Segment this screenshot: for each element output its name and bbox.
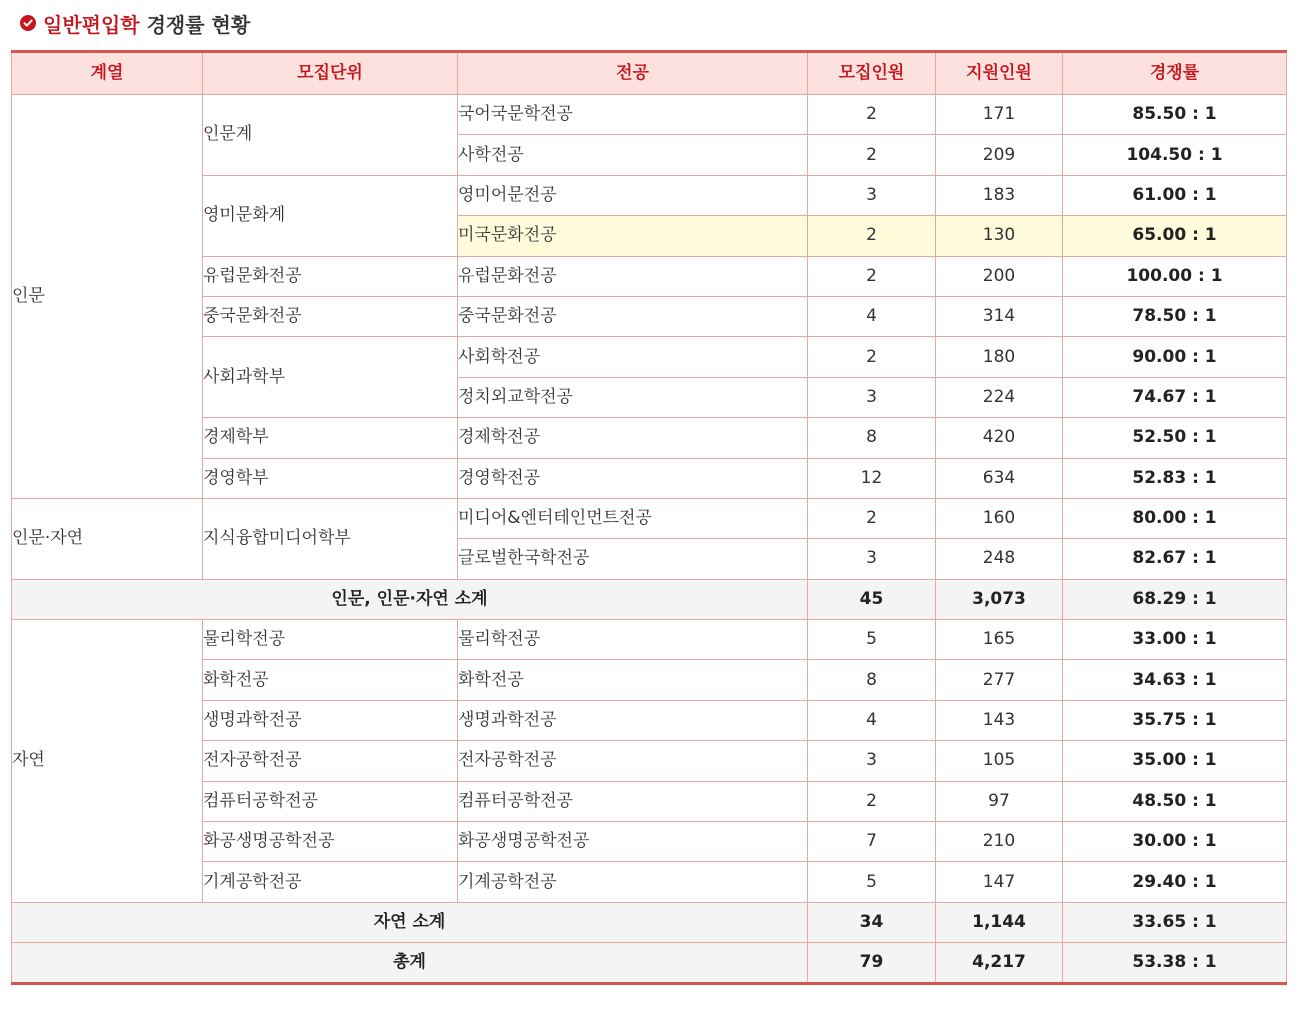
applicants-cell: 277 xyxy=(936,660,1063,700)
quota-cell: 3 xyxy=(808,741,936,781)
competition-rate-table xyxy=(11,50,1287,985)
quota-cell: 2 xyxy=(808,256,936,296)
ratio-cell: 29.40 : 1 xyxy=(1063,862,1287,902)
table-row xyxy=(12,296,1287,336)
subtotal-ratio: 33.65 : 1 xyxy=(1063,902,1287,942)
applicants-cell: 165 xyxy=(936,620,1063,660)
unit-cell: 경영학부 xyxy=(203,458,458,498)
subtotal-row xyxy=(12,579,1287,619)
ratio-cell: 100.00 : 1 xyxy=(1063,256,1287,296)
quota-cell: 3 xyxy=(808,175,936,215)
major-cell: 유럽문화전공 xyxy=(458,256,808,296)
unit-cell: 화공생명공학전공 xyxy=(203,822,458,862)
col-header-unit: 모집단위 xyxy=(203,52,458,95)
subtotal-row xyxy=(12,902,1287,942)
unit-cell: 중국문화전공 xyxy=(203,296,458,336)
col-header-ratio: 경쟁률 xyxy=(1063,52,1287,95)
subtotal-applicants: 1,144 xyxy=(936,902,1063,942)
subtotal-label: 자연 소계 xyxy=(12,902,808,942)
ratio-cell: 35.75 : 1 xyxy=(1063,700,1287,740)
applicants-cell: 634 xyxy=(936,458,1063,498)
unit-cell: 사회과학부 xyxy=(203,337,458,418)
quota-cell: 12 xyxy=(808,458,936,498)
major-cell: 중국문화전공 xyxy=(458,296,808,336)
quota-cell: 5 xyxy=(808,862,936,902)
subtotal-label: 인문, 인문·자연 소계 xyxy=(12,579,808,619)
applicants-cell: 180 xyxy=(936,337,1063,377)
ratio-cell: 61.00 : 1 xyxy=(1063,175,1287,215)
quota-cell: 5 xyxy=(808,620,936,660)
applicants-cell: 105 xyxy=(936,741,1063,781)
quota-cell: 4 xyxy=(808,700,936,740)
major-cell: 글로벌한국학전공 xyxy=(458,539,808,579)
major-cell: 영미어문전공 xyxy=(458,175,808,215)
quota-cell: 4 xyxy=(808,296,936,336)
group-cell: 인문 xyxy=(12,95,203,499)
subtotal-quota: 34 xyxy=(808,902,936,942)
major-cell: 생명과학전공 xyxy=(458,700,808,740)
group-cell: 자연 xyxy=(12,620,203,903)
quota-cell: 7 xyxy=(808,822,936,862)
quota-cell: 2 xyxy=(808,95,936,135)
ratio-cell: 48.50 : 1 xyxy=(1063,781,1287,821)
unit-cell: 화학전공 xyxy=(203,660,458,700)
major-cell: 물리학전공 xyxy=(458,620,808,660)
unit-cell: 경제학부 xyxy=(203,418,458,458)
table-row xyxy=(12,337,1287,377)
major-cell: 미디어&엔터테인먼트전공 xyxy=(458,498,808,538)
major-cell: 국어국문학전공 xyxy=(458,95,808,135)
title-highlight: 일반편입학 xyxy=(43,12,140,37)
table-row xyxy=(12,256,1287,296)
ratio-cell: 34.63 : 1 xyxy=(1063,660,1287,700)
unit-cell: 인문계 xyxy=(203,95,458,176)
major-cell: 경제학전공 xyxy=(458,418,808,458)
unit-cell: 유럽문화전공 xyxy=(203,256,458,296)
ratio-cell: 65.00 : 1 xyxy=(1063,216,1287,256)
table-row xyxy=(12,741,1287,781)
applicants-cell: 130 xyxy=(936,216,1063,256)
quota-cell: 2 xyxy=(808,781,936,821)
unit-cell: 컴퓨터공학전공 xyxy=(203,781,458,821)
table-header-row xyxy=(12,52,1287,95)
major-cell: 사회학전공 xyxy=(458,337,808,377)
table-row xyxy=(12,620,1287,660)
ratio-cell: 80.00 : 1 xyxy=(1063,498,1287,538)
title-text: 경쟁률 현황 xyxy=(146,12,251,37)
col-header-major: 전공 xyxy=(458,52,808,95)
total-applicants: 4,217 xyxy=(936,943,1063,983)
subtotal-ratio: 68.29 : 1 xyxy=(1063,579,1287,619)
ratio-cell: 85.50 : 1 xyxy=(1063,95,1287,135)
col-header-applicants: 지원인원 xyxy=(936,52,1063,95)
ratio-cell: 52.50 : 1 xyxy=(1063,418,1287,458)
major-cell: 전자공학전공 xyxy=(458,741,808,781)
ratio-cell: 90.00 : 1 xyxy=(1063,337,1287,377)
applicants-cell: 420 xyxy=(936,418,1063,458)
major-cell: 정치외교학전공 xyxy=(458,377,808,417)
ratio-cell: 35.00 : 1 xyxy=(1063,741,1287,781)
applicants-cell: 209 xyxy=(936,135,1063,175)
applicants-cell: 200 xyxy=(936,256,1063,296)
applicants-cell: 314 xyxy=(936,296,1063,336)
table-row xyxy=(12,498,1287,538)
ratio-cell: 33.00 : 1 xyxy=(1063,620,1287,660)
total-quota: 79 xyxy=(808,943,936,983)
table-row xyxy=(12,175,1287,215)
ratio-cell: 30.00 : 1 xyxy=(1063,822,1287,862)
quota-cell: 2 xyxy=(808,216,936,256)
table-row xyxy=(12,822,1287,862)
major-cell: 화공생명공학전공 xyxy=(458,822,808,862)
quota-cell: 3 xyxy=(808,377,936,417)
applicants-cell: 210 xyxy=(936,822,1063,862)
total-label: 총계 xyxy=(12,943,808,983)
major-cell: 경영학전공 xyxy=(458,458,808,498)
table-row xyxy=(12,781,1287,821)
ratio-cell: 104.50 : 1 xyxy=(1063,135,1287,175)
ratio-cell: 82.67 : 1 xyxy=(1063,539,1287,579)
major-cell: 컴퓨터공학전공 xyxy=(458,781,808,821)
total-ratio: 53.38 : 1 xyxy=(1063,943,1287,983)
applicants-cell: 160 xyxy=(936,498,1063,538)
quota-cell: 8 xyxy=(808,418,936,458)
major-cell: 화학전공 xyxy=(458,660,808,700)
major-cell: 사학전공 xyxy=(458,135,808,175)
table-row xyxy=(12,95,1287,135)
quota-cell: 2 xyxy=(808,498,936,538)
table-row xyxy=(12,458,1287,498)
table-row xyxy=(12,700,1287,740)
quota-cell: 8 xyxy=(808,660,936,700)
table-row xyxy=(12,660,1287,700)
unit-cell: 물리학전공 xyxy=(203,620,458,660)
unit-cell: 전자공학전공 xyxy=(203,741,458,781)
quota-cell: 2 xyxy=(808,337,936,377)
table-row xyxy=(12,862,1287,902)
group-cell: 인문·자연 xyxy=(12,498,203,579)
applicants-cell: 143 xyxy=(936,700,1063,740)
applicants-cell: 97 xyxy=(936,781,1063,821)
table-row xyxy=(12,418,1287,458)
major-cell: 미국문화전공 xyxy=(458,216,808,256)
unit-cell: 지식융합미디어학부 xyxy=(203,498,458,579)
ratio-cell: 78.50 : 1 xyxy=(1063,296,1287,336)
applicants-cell: 224 xyxy=(936,377,1063,417)
ratio-cell: 74.67 : 1 xyxy=(1063,377,1287,417)
unit-cell: 생명과학전공 xyxy=(203,700,458,740)
unit-cell: 기계공학전공 xyxy=(203,862,458,902)
applicants-cell: 183 xyxy=(936,175,1063,215)
total-row xyxy=(12,943,1287,983)
quota-cell: 3 xyxy=(808,539,936,579)
page-title xyxy=(20,8,250,38)
col-header-group: 계열 xyxy=(12,52,203,95)
unit-cell: 영미문화계 xyxy=(203,175,458,256)
ratio-cell: 52.83 : 1 xyxy=(1063,458,1287,498)
col-header-quota: 모집인원 xyxy=(808,52,936,95)
applicants-cell: 171 xyxy=(936,95,1063,135)
check-circle-icon xyxy=(20,15,36,31)
subtotal-quota: 45 xyxy=(808,579,936,619)
subtotal-applicants: 3,073 xyxy=(936,579,1063,619)
major-cell: 기계공학전공 xyxy=(458,862,808,902)
quota-cell: 2 xyxy=(808,135,936,175)
applicants-cell: 248 xyxy=(936,539,1063,579)
applicants-cell: 147 xyxy=(936,862,1063,902)
